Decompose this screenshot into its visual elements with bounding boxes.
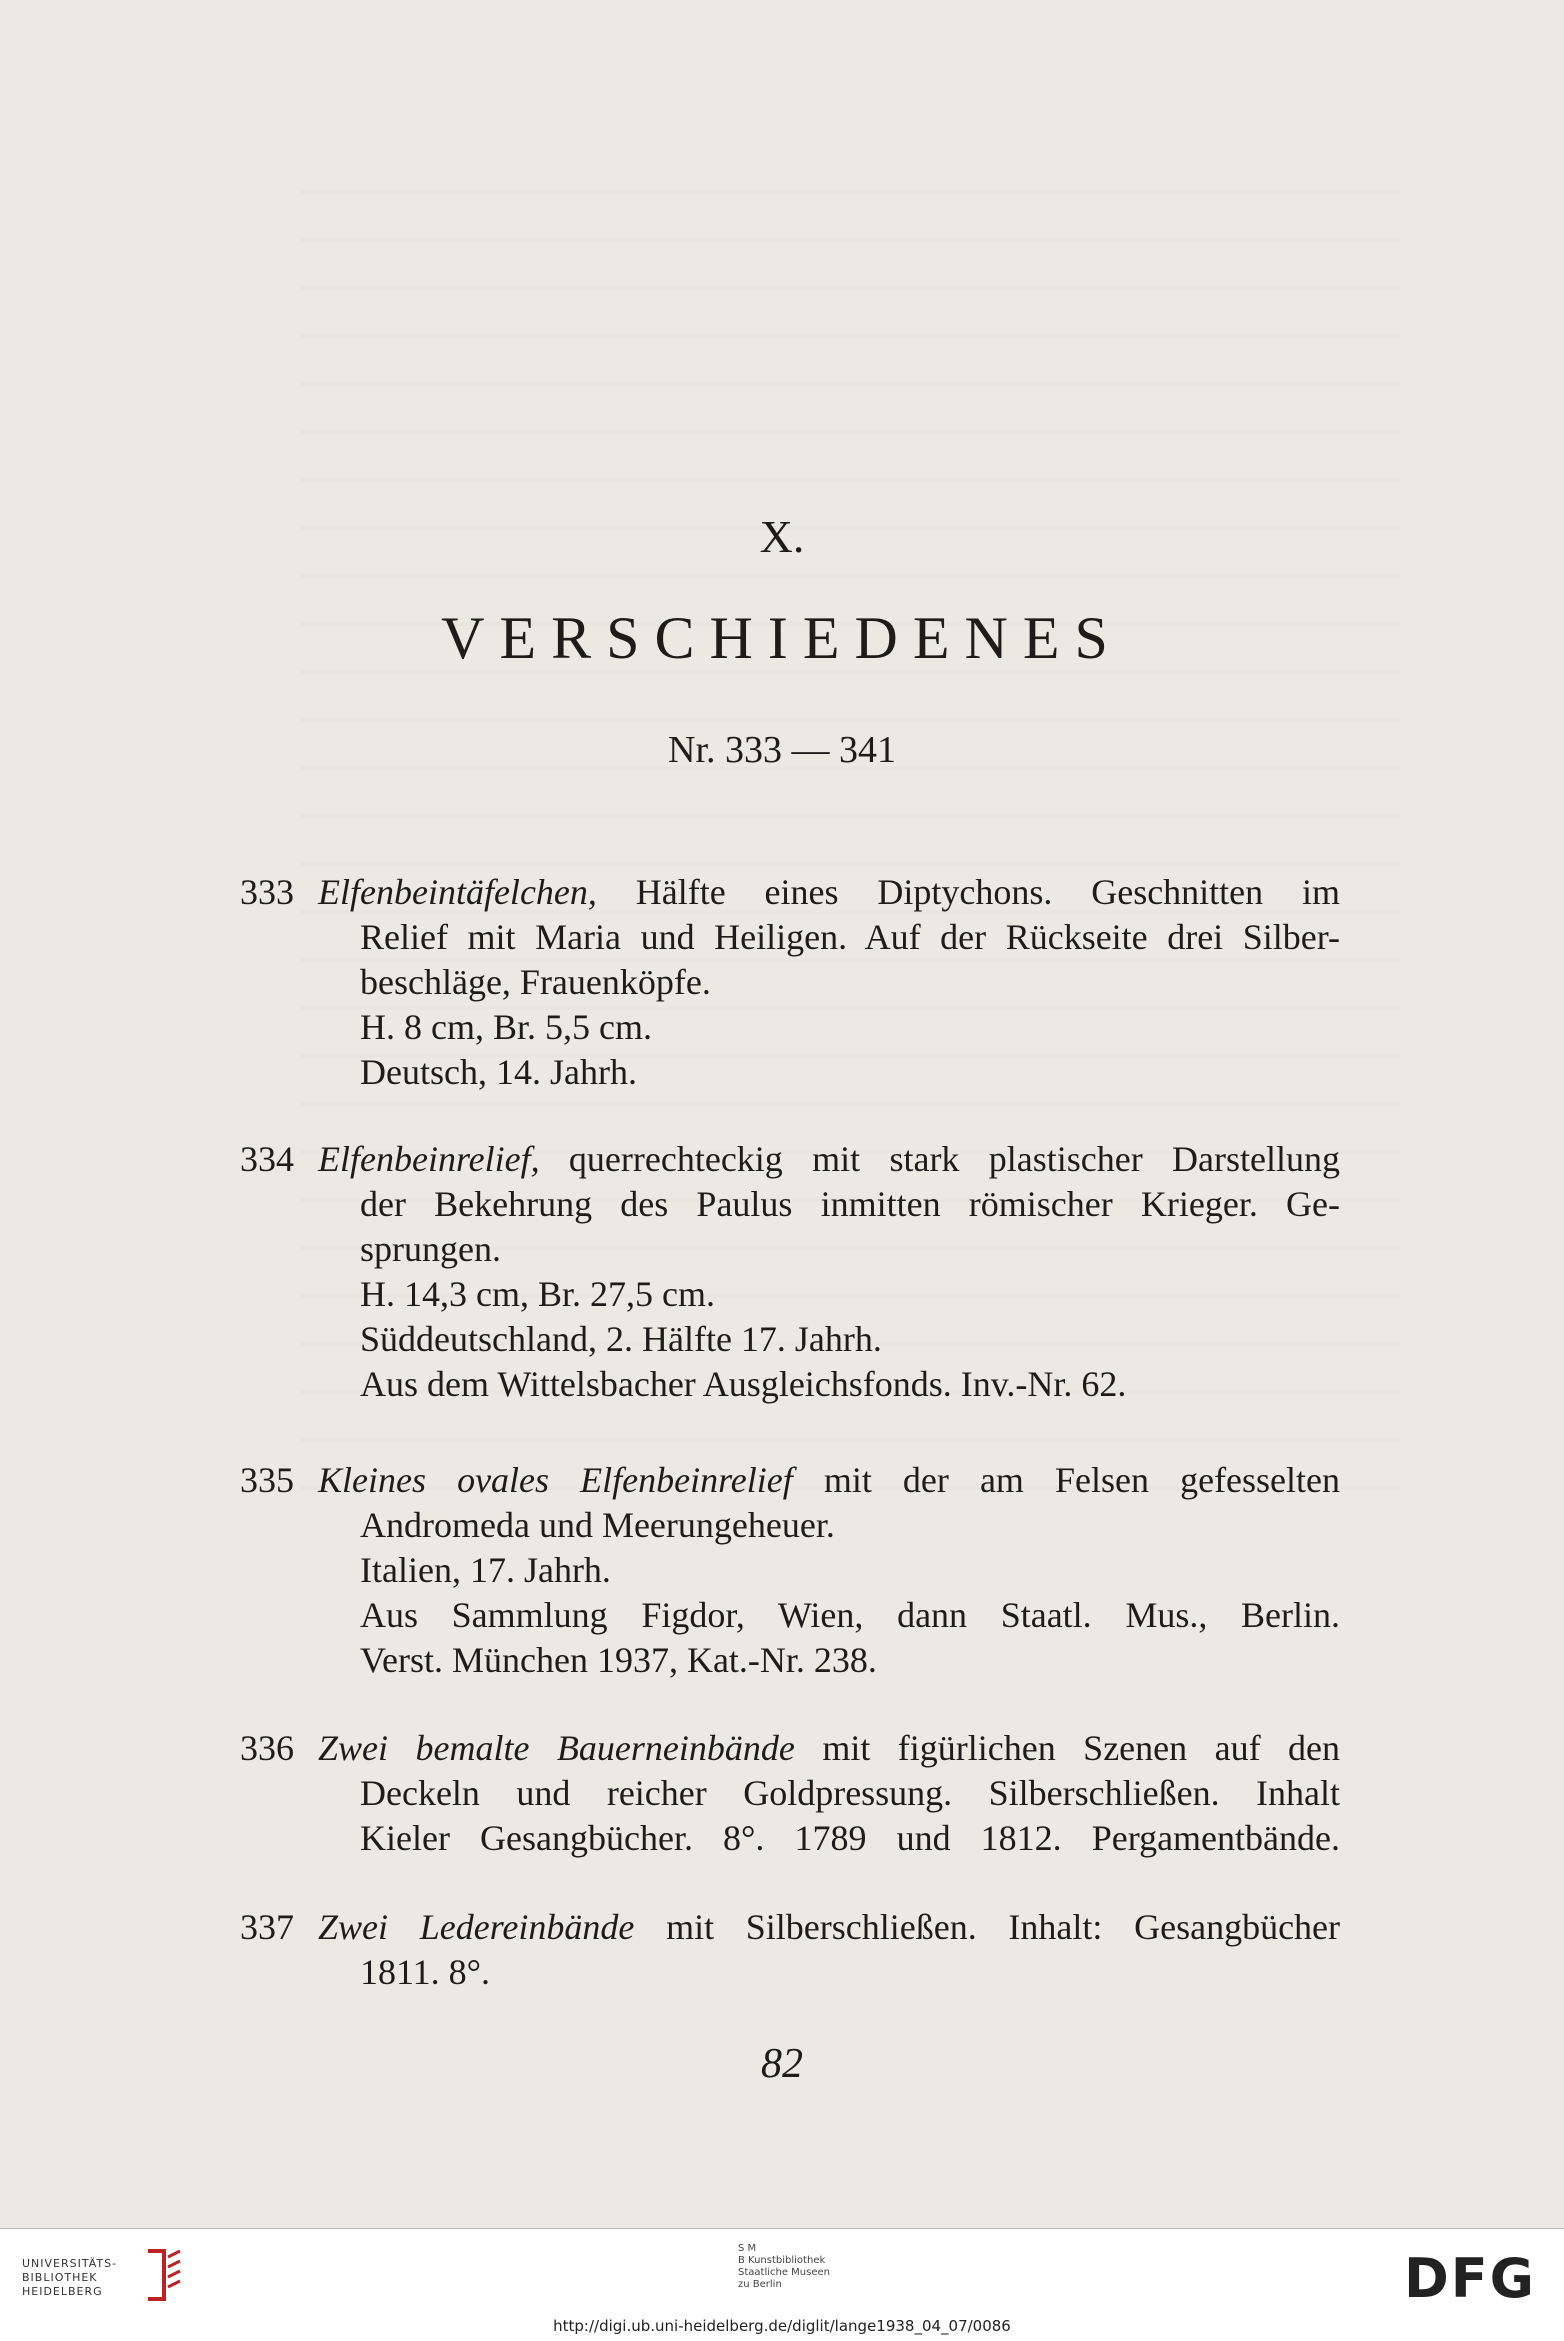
entry-line: Relief mit Maria und Heiligen. Auf der Rückseite drei Silber- [360,917,1340,957]
entry-line: Verst. München 1937, Kat.-Nr. 238. [360,1640,877,1680]
entry-line: 1811. 8°. [360,1952,491,1992]
entry-first-line [318,1726,1340,1771]
museum-logo-line: S M [738,2243,757,2254]
entry-line: H. 14,3 cm, Br. 27,5 cm. [360,1274,715,1314]
museum-logo-line: Staatliche Museen [738,2267,830,2278]
entry-line: beschläge, Frauenköpfe. [360,962,711,1002]
entry-first-rest: mit der am Felsen gefesselten [823,1460,1341,1500]
entry-line: der Bekehrung des Paulus inmitten römischer Krieger. Ge- [360,1184,1340,1224]
section-range: Nr. 333 — 341 [668,729,896,771]
entry-first-line [318,1458,1340,1503]
museum-logo-line: B Kunstbibliothek [738,2255,826,2266]
page-number: 82 [761,2041,803,2087]
entry-first-rest: querrechteckig mit stark plastischer Darstellung [568,1139,1340,1179]
section-title: VERSCHIEDENES [441,605,1123,671]
entry-first-rest: mit figürlichen Szenen auf den [822,1728,1340,1768]
footer-bar [0,2228,1564,2341]
entry-line: Kieler Gesangbücher. 8°. 1789 und 1812. Pergamentbände. [360,1818,1340,1858]
entry-title: Elfenbeinrelief, [318,1139,540,1179]
entry-title: Zwei Ledereinbände [318,1907,635,1947]
entry-line: Aus dem Wittelsbacher Ausgleichsfonds. Inv.-Nr. 62. [360,1364,1127,1404]
entry-title: Elfenbeintäfelchen, [318,872,597,912]
permalink-url[interactable]: http://digi.ub.uni-heidelberg.de/diglit/lange1938_04_07/0086 [553,2317,1011,2335]
entry-first-rest: mit Silberschließen. Inhalt: Gesangbücher [666,1907,1341,1947]
university-library-label [22,2257,117,2299]
university-logo-icon [140,2247,188,2303]
entry-title: Kleines ovales Elfenbeinrelief [318,1460,793,1500]
dfg-logo: DFG [1403,2247,1536,2310]
entry-line: sprungen. [360,1229,501,1269]
entry-title: Zwei bemalte Bauerneinbände [318,1728,795,1768]
university-line: BIBLIOTHEK [22,2271,98,2284]
entry-number: 333 [240,872,294,912]
entry-line: Deckeln und reicher Goldpressung. Silberschließen. Inhalt [360,1773,1340,1813]
university-line: HEIDELBERG [22,2285,103,2298]
entry-number: 336 [240,1728,294,1768]
museum-logo [738,2243,830,2291]
museum-logo-line: zu Berlin [738,2279,782,2290]
entry-line: Italien, 17. Jahrh. [360,1550,611,1590]
entry-line: Aus Sammlung Figdor, Wien, dann Staatl. Mus., Berlin. [360,1595,1340,1635]
entry-first-line [318,1905,1340,1950]
entry-first-line [318,1137,1340,1182]
entry-first-line [318,870,1340,915]
entry-number: 335 [240,1460,294,1500]
university-line: UNIVERSITÄTS- [22,2257,118,2270]
entry-number: 334 [240,1139,294,1179]
entry-first-rest: Hälfte eines Diptychons. Geschnitten im [635,872,1341,912]
section-number: X. [759,511,805,562]
entry-line: Deutsch, 14. Jahrh. [360,1052,637,1092]
entry-number: 337 [240,1907,294,1947]
entry-line: Andromeda und Meerungeheuer. [360,1505,835,1545]
entry-line: Süddeutschland, 2. Hälfte 17. Jahrh. [360,1319,882,1359]
entry-line: H. 8 cm, Br. 5,5 cm. [360,1007,652,1047]
